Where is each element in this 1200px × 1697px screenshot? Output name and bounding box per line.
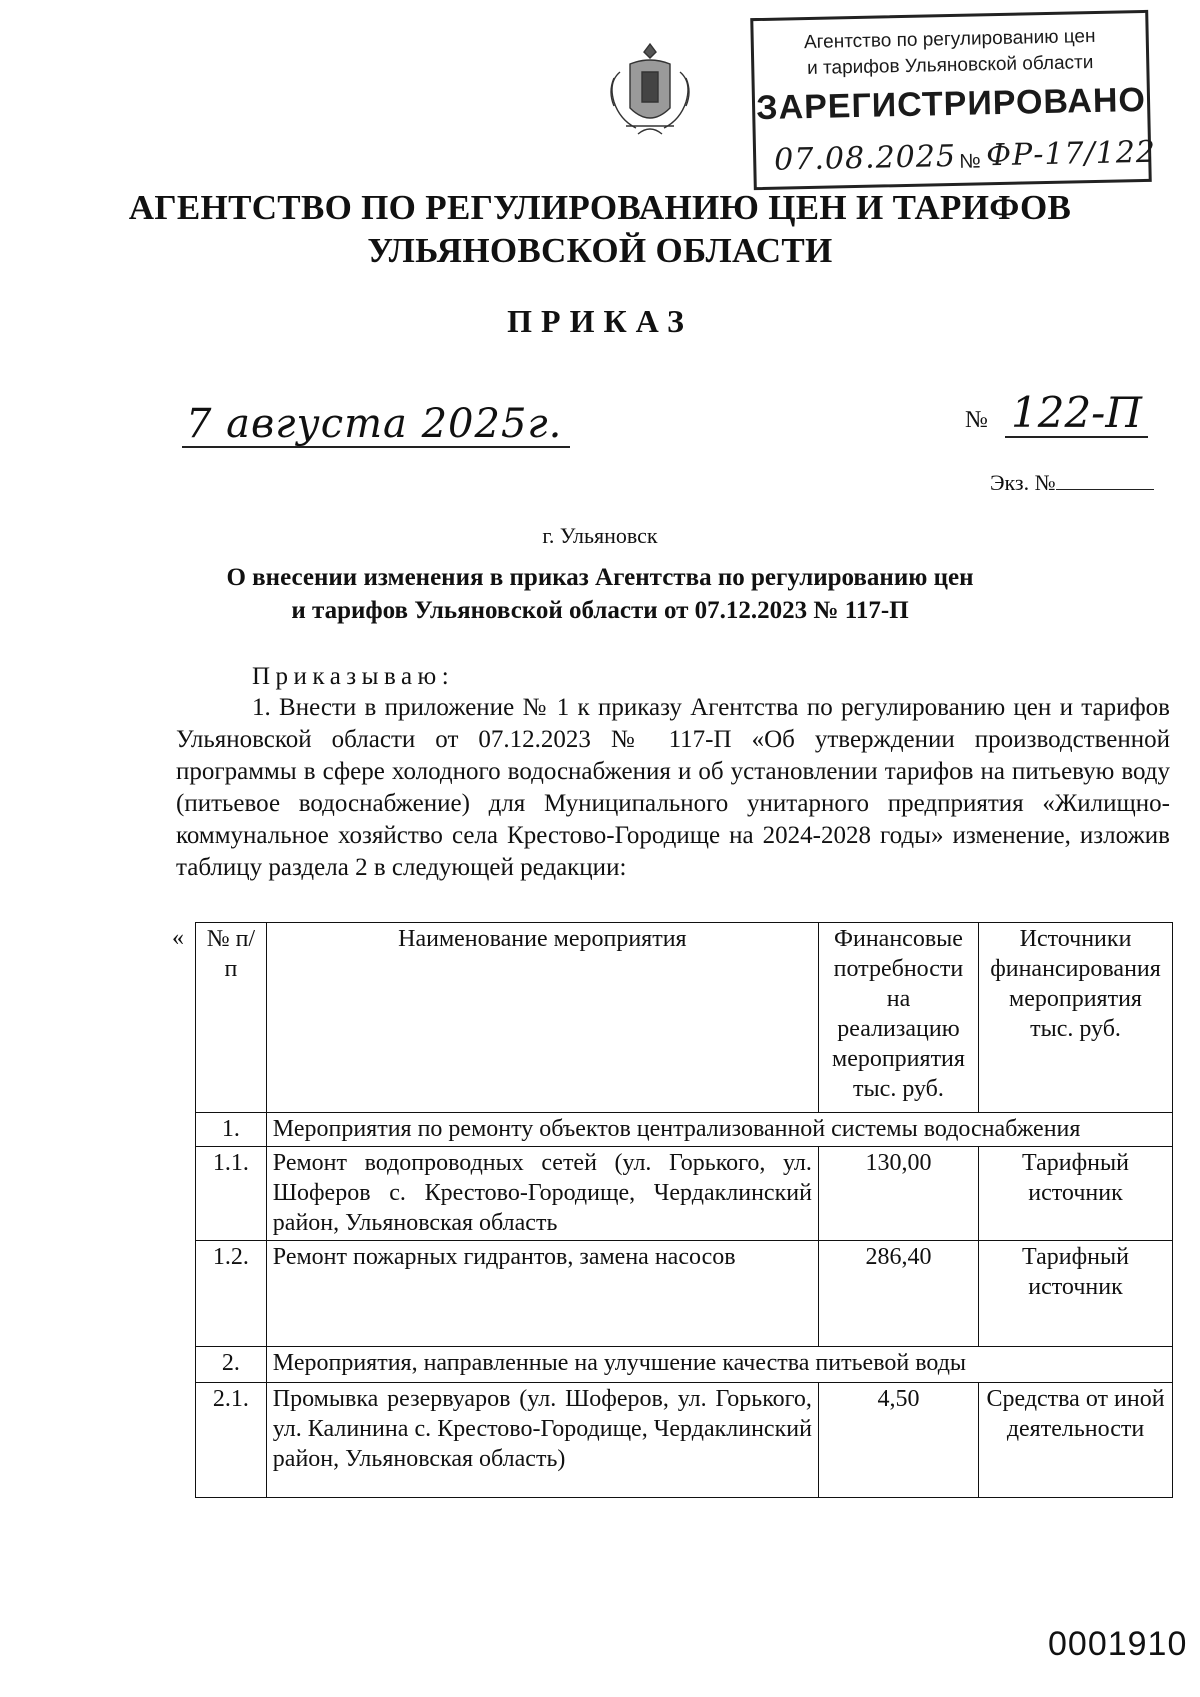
order-directive-word: Приказываю:	[252, 663, 455, 690]
order-subject	[100, 561, 1100, 627]
handwritten-order-number: 122-П	[1005, 390, 1148, 438]
stamp-reg-no-label: №	[959, 150, 981, 173]
document-serial-number: 0001910	[1048, 1625, 1188, 1663]
row-number: 1.1.	[196, 1147, 267, 1241]
section-title: Мероприятия по ремонту объектов централизованной системы водоснабжения	[266, 1113, 1172, 1147]
header-number: № п/п	[196, 923, 267, 1113]
table-section-row	[196, 1347, 1173, 1383]
copy-number-label: Экз. №	[990, 470, 1056, 495]
measures-table	[195, 922, 1173, 1498]
row-financial-needs: 130,00	[818, 1147, 978, 1241]
agency-line1: АГЕНТСТВО ПО РЕГУЛИРОВАНИЮ ЦЕН И ТАРИФОВ	[128, 188, 1072, 227]
table-header-row	[196, 923, 1173, 1113]
row-number: 1.2.	[196, 1241, 267, 1347]
order-number-label: №	[965, 407, 988, 433]
row-financial-needs: 286,40	[818, 1241, 978, 1347]
opening-quote-mark: «	[172, 925, 184, 951]
row-funding-source: Тарифный источник	[979, 1147, 1173, 1241]
stamp-reg-date: 07.08.2025	[773, 138, 957, 178]
stamp-status: ЗАРЕГИСТРИРОВАНО	[755, 80, 1147, 128]
copy-number-blank	[1056, 473, 1154, 490]
section-number: 2.	[196, 1347, 267, 1383]
row-measure-name: Ремонт водопроводных сетей (ул. Горького, ул. Шоферов с. Крестово-Городище, Чердаклинский район, Ульяновская область	[266, 1147, 818, 1241]
agency-line2: УЛЬЯНОВСКОЙ ОБЛАСТИ	[367, 231, 833, 270]
coat-of-arms-emblem	[600, 38, 700, 148]
header-financial-needs: Финансовые потребности на реализацию мероприятия тыс. руб.	[818, 923, 978, 1113]
table-section-row	[196, 1113, 1173, 1147]
table-row	[196, 1147, 1173, 1241]
table-row	[196, 1383, 1173, 1498]
handwritten-date: 7 августа 2025г.	[182, 402, 570, 448]
order-paragraph-1: 1. Внести в приложение № 1 к приказу Агентства по регулированию цен и тарифов Ульяновской области от 07.12.2023 № 117-П «Об утверждении производственной программы в сфере холодного водоснабжения и об установлении тарифов на питьевую воду (питьевое водоснабжение) для Муниципального унитарного предприятия «Жилищно-коммунальное хозяйство села Крестово-Городище на 2024-2028 годы» изменение, изложив таблицу раздела 2 в следующей редакции:	[176, 694, 1170, 881]
copy-number-line	[990, 470, 1154, 496]
row-measure-name: Ремонт пожарных гидрантов, замена насосов	[266, 1241, 818, 1347]
row-number: 2.1.	[196, 1383, 267, 1498]
row-financial-needs: 4,50	[818, 1383, 978, 1498]
header-measure-name: Наименование мероприятия	[266, 923, 818, 1113]
agency-heading	[100, 186, 1100, 272]
section-number: 1.	[196, 1113, 267, 1147]
city-line: г. Ульяновск	[542, 523, 658, 548]
header-funding-sources: Источники финансирования мероприятия тыс. руб.	[979, 923, 1173, 1113]
row-funding-source: Средства от иной деятельности	[979, 1383, 1173, 1498]
subject-line2: и тарифов Ульяновской области от 07.12.2023 № 117-П	[291, 597, 909, 624]
table-row	[196, 1241, 1173, 1347]
registration-stamp	[750, 10, 1157, 190]
row-measure-name: Промывка резервуаров (ул. Шоферов, ул. Горького, ул. Калинина с. Крестово-Городище, Чердаклинский район, Ульяновская область)	[266, 1383, 818, 1498]
stamp-org-line2: и тарифов Ульяновской области	[806, 52, 1094, 80]
stamp-org-line1: Агентство по регулированию цен	[803, 25, 1096, 54]
row-funding-source: Тарифный источник	[979, 1241, 1173, 1347]
section-title: Мероприятия, направленные на улучшение качества питьевой воды	[266, 1347, 1172, 1383]
stamp-reg-no: ФР-17/122	[985, 134, 1157, 174]
subject-line1: О внесении изменения в приказ Агентства по регулированию цен	[226, 564, 974, 591]
document-type-title: ПРИКАЗ	[507, 303, 693, 339]
